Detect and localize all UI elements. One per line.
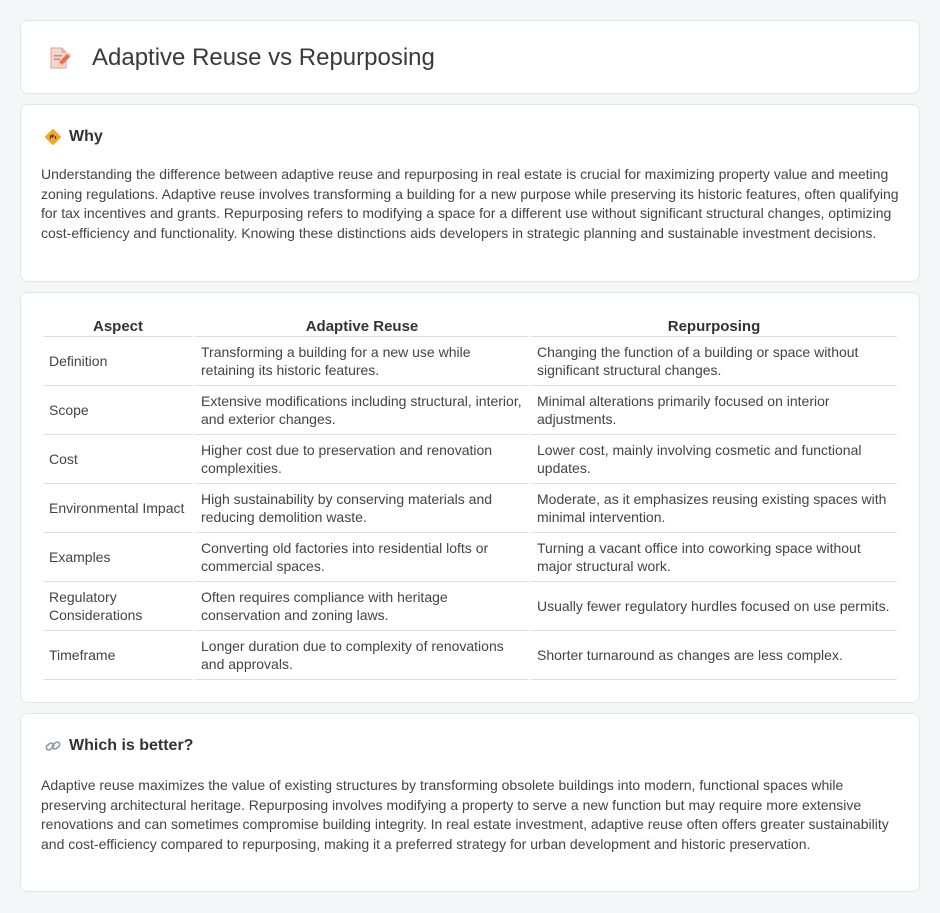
table-row xyxy=(43,582,897,631)
aspect-cell: Scope xyxy=(43,386,193,435)
aspect-cell: Definition xyxy=(43,337,193,386)
adaptive-reuse-cell: Longer duration due to complexity of renovations and approvals. xyxy=(195,631,529,680)
table-row xyxy=(43,337,897,386)
better-text: Adaptive reuse maximizes the value of existing structures by transforming obsolete buildings into modern, functional spaces while preserving architectural heritage. Repurposing involves modifying a property to serve a new function but may require more extensive renovations and can sometimes compromise building integrity. In real estate investment, adaptive reuse often offers greater sustainability and cost-efficiency compared to repurposing, making it a preferred strategy for urban development and historic preservation. xyxy=(41,777,889,852)
adaptive-reuse-cell: Higher cost due to preservation and renovation complexities. xyxy=(195,435,529,484)
column-header: Repurposing xyxy=(531,313,897,337)
why-section xyxy=(20,104,920,282)
aspect-cell: Examples xyxy=(43,533,193,582)
aspect-cell: Environmental Impact xyxy=(43,484,193,533)
road-sign-icon xyxy=(44,128,62,146)
why-heading xyxy=(44,127,103,147)
why-title: Why xyxy=(69,128,103,145)
header-card xyxy=(20,20,920,94)
aspect-cell: Cost xyxy=(43,435,193,484)
aspect-cell: Regulatory Considerations xyxy=(43,582,193,631)
table-row xyxy=(43,533,897,582)
adaptive-reuse-cell: High sustainability by conserving materials and reducing demolition waste. xyxy=(195,484,529,533)
repurposing-cell: Changing the function of a building or space without significant structural changes. xyxy=(531,337,897,386)
table-row xyxy=(43,386,897,435)
adaptive-reuse-cell: Transforming a building for a new use while retaining its historic features. xyxy=(195,337,529,386)
table-row xyxy=(43,435,897,484)
column-header: Adaptive Reuse xyxy=(195,313,529,337)
repurposing-cell: Lower cost, mainly involving cosmetic and functional updates. xyxy=(531,435,897,484)
why-text: Understanding the difference between adaptive reuse and repurposing in real estate is crucial for maximizing property value and meeting zoning regulations. Adaptive reuse involves transforming a building for a new purpose while preserving its historic features, often qualifying for tax incentives and grants. Repurposing refers to modifying a space for a different use without significant structural changes, optimizing cost-efficiency and functionality. Knowing these distinctions aids developers in strategic planning and sustainable investment decisions. xyxy=(41,166,899,241)
page-title: Adaptive Reuse vs Repurposing xyxy=(92,44,435,71)
adaptive-reuse-cell: Often requires compliance with heritage conservation and zoning laws. xyxy=(195,582,529,631)
document-pencil-icon xyxy=(47,46,71,70)
adaptive-reuse-cell: Converting old factories into residential lofts or commercial spaces. xyxy=(195,533,529,582)
better-title: Which is better? xyxy=(69,737,194,754)
which-is-better-section xyxy=(20,713,920,892)
aspect-cell: Timeframe xyxy=(43,631,193,680)
table-row xyxy=(43,484,897,533)
repurposing-cell: Moderate, as it emphasizes reusing existing spaces with minimal intervention. xyxy=(531,484,897,533)
table-header-row xyxy=(43,313,897,337)
comparison-card xyxy=(20,292,920,703)
repurposing-cell: Minimal alterations primarily focused on interior adjustments. xyxy=(531,386,897,435)
link-icon xyxy=(44,737,62,755)
repurposing-cell: Usually fewer regulatory hurdles focused on use permits. xyxy=(531,582,897,631)
repurposing-cell: Shorter turnaround as changes are less complex. xyxy=(531,631,897,680)
comparison-table xyxy=(41,313,899,680)
adaptive-reuse-cell: Extensive modifications including structural, interior, and exterior changes. xyxy=(195,386,529,435)
column-header: Aspect xyxy=(43,313,193,337)
repurposing-cell: Turning a vacant office into coworking space without major structural work. xyxy=(531,533,897,582)
better-heading xyxy=(44,736,193,756)
table-row xyxy=(43,631,897,680)
